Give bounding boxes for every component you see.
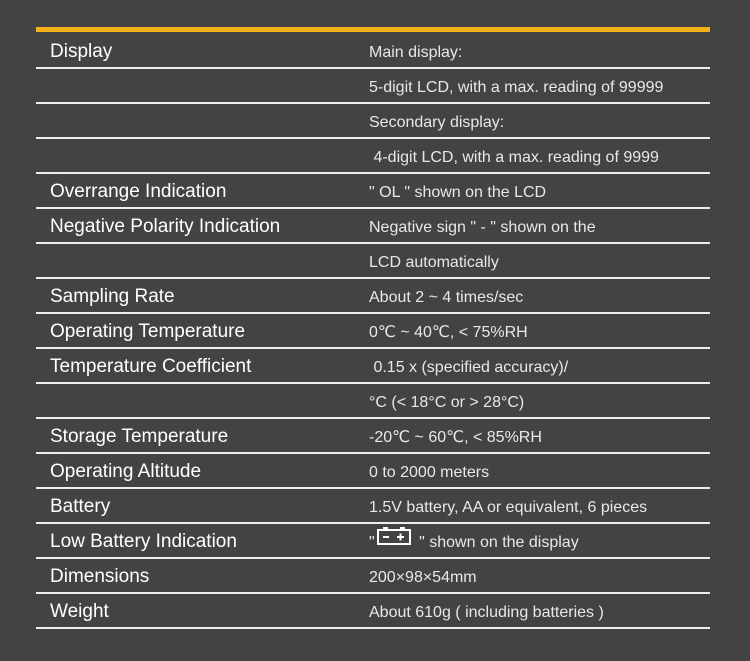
spec-row xyxy=(36,419,710,454)
spec-label: Temperature Coefficient xyxy=(50,356,252,377)
spec-label: Sampling Rate xyxy=(50,286,175,307)
spec-row xyxy=(36,174,710,209)
value-prefix: " xyxy=(369,534,375,551)
spec-value: About 2 ~ 4 times/sec xyxy=(369,289,524,306)
spec-table xyxy=(36,34,710,629)
battery-icon xyxy=(377,522,411,559)
spec-value: 0 to 2000 meters xyxy=(369,464,490,481)
spec-value: LCD automatically xyxy=(369,254,499,271)
accent-bar xyxy=(36,27,710,32)
spec-row xyxy=(36,314,710,349)
spec-label: Overrange Indication xyxy=(50,181,227,202)
spec-value: °C (< 18°C or > 28°C) xyxy=(369,394,525,411)
spec-value: 1.5V battery, AA or equivalent, 6 pieces xyxy=(369,499,648,516)
spec-label: Weight xyxy=(50,601,109,622)
spec-label: Low Battery Indication xyxy=(50,531,237,552)
spec-value xyxy=(369,524,579,557)
spec-value: " OL " shown on the LCD xyxy=(369,184,547,201)
spec-label: Operating Altitude xyxy=(50,461,202,482)
spec-value: 200×98×54mm xyxy=(369,569,477,586)
spec-value: 5-digit LCD, with a max. reading of 99999 xyxy=(369,79,664,96)
spec-row xyxy=(36,454,710,489)
spec-row xyxy=(36,594,710,629)
spec-label: Display xyxy=(50,41,113,62)
spec-value: 0℃ ~ 40℃, < 75%RH xyxy=(369,324,528,341)
spec-row xyxy=(36,104,710,139)
spec-label: Negative Polarity Indication xyxy=(50,216,281,237)
spec-value: Negative sign " - " shown on the xyxy=(369,219,596,236)
spec-row xyxy=(36,34,710,69)
spec-row xyxy=(36,524,710,559)
spec-value: 0.15 x (specified accuracy)/ xyxy=(369,359,569,376)
spec-label: Dimensions xyxy=(50,566,150,587)
spec-value: About 610g ( including batteries ) xyxy=(369,604,604,621)
spec-row xyxy=(36,244,710,279)
spec-row xyxy=(36,489,710,524)
spec-value: Main display: xyxy=(369,44,463,61)
spec-row xyxy=(36,209,710,244)
spec-value: -20℃ ~ 60℃, < 85%RH xyxy=(369,429,542,446)
spec-label: Storage Temperature xyxy=(50,426,229,447)
value-suffix: " shown on the display xyxy=(414,534,579,551)
spec-row xyxy=(36,384,710,419)
spec-value: 4-digit LCD, with a max. reading of 9999 xyxy=(369,149,659,166)
spec-row xyxy=(36,69,710,104)
spec-row xyxy=(36,559,710,594)
spec-value: Secondary display: xyxy=(369,114,505,131)
spec-row xyxy=(36,349,710,384)
spec-label: Operating Temperature xyxy=(50,321,246,342)
spec-label: Battery xyxy=(50,496,111,517)
spec-row xyxy=(36,139,710,174)
spec-row xyxy=(36,279,710,314)
